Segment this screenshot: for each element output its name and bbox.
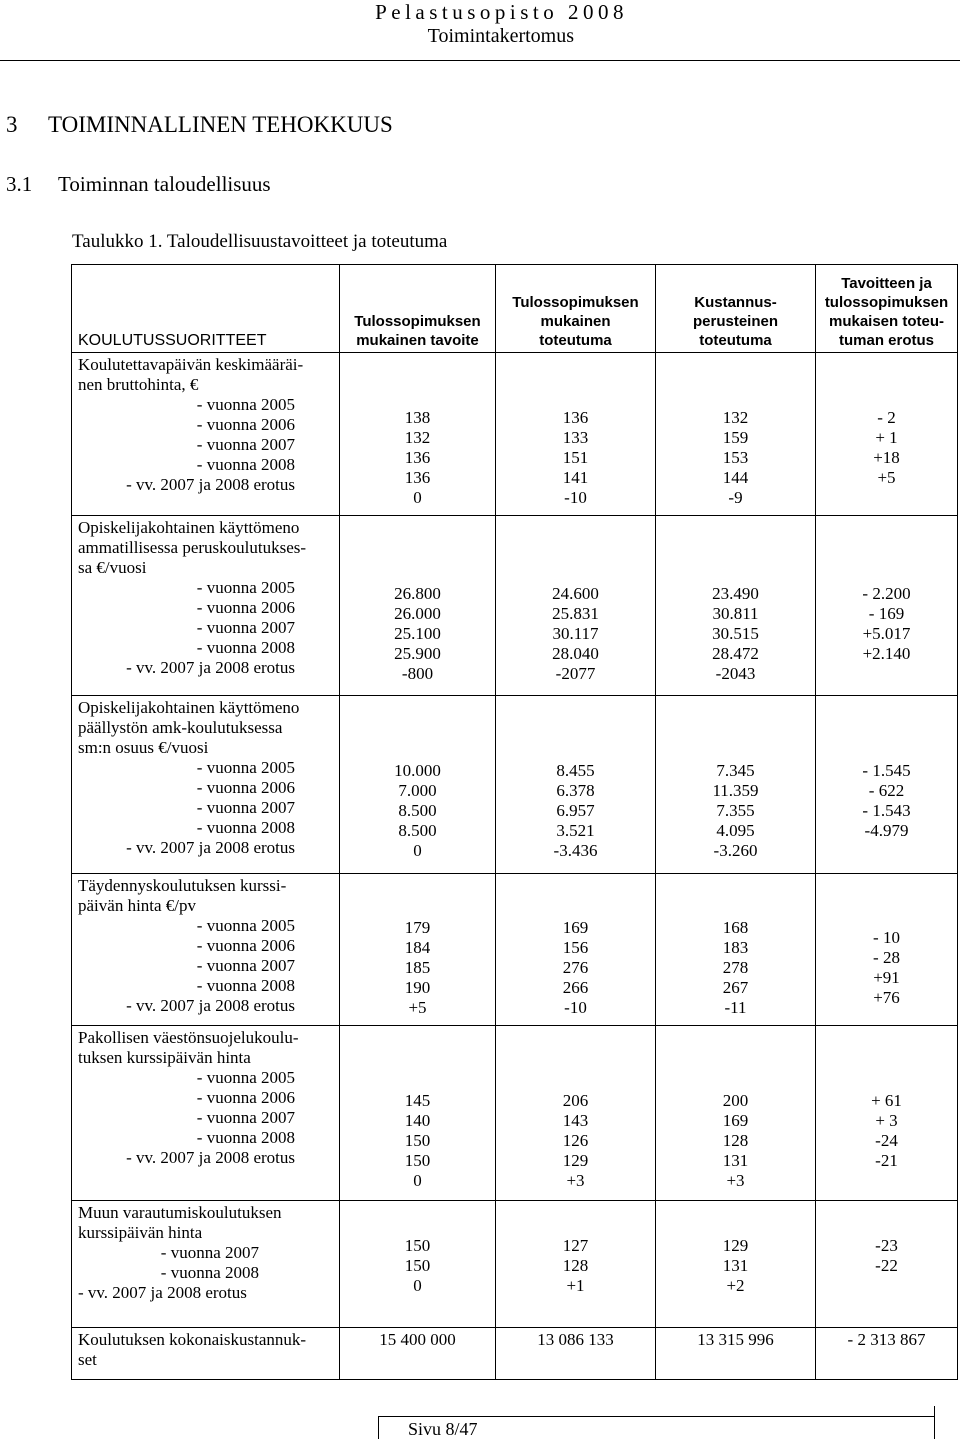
row-item: - vuonna 2007 [196,618,295,637]
value-kustannus: 132 159 153 144 -9 [722,408,749,507]
page-number: Sivu 8/47 [408,1419,478,1439]
cell-erotus [816,1328,958,1380]
row-title: Opiskelijakohtainen käyttömeno [78,698,300,717]
value-tavoite: 145 140 150 150 0 [404,1091,431,1190]
value-kustannus: 168 183 278 267 -11 [722,918,749,1017]
value-tavoite: 15 400 000 [379,1330,456,1349]
table-row [72,1328,958,1380]
row-item: - vuonna 2006 [196,415,295,434]
row-title: Pakollisen väestönsuojelukoulu- [78,1028,299,1047]
row-item: - vuonna 2007 [196,956,295,975]
value-tavoite: 138 132 136 136 0 [404,408,431,507]
value-kustannus: 200 169 128 131 +3 [722,1091,749,1190]
row-item: - vuonna 2008 [196,455,295,474]
value-kustannus: 23.490 30.811 30.515 28.472 -2043 [712,584,759,683]
cell-erotus [816,1026,958,1201]
header-document-title: Toimintakertomus [427,25,574,47]
value-toteutuma: 13 086 133 [537,1330,614,1349]
row-item: - vv. 2007 ja 2008 erotus [78,1283,247,1302]
cell-kustannus [656,1026,816,1201]
row-label-cell [72,353,340,516]
header-divider [0,60,960,61]
row-item: - vuonna 2005 [196,758,295,777]
table-row [72,874,958,1026]
cell-erotus [816,874,958,1026]
row-title: ammatillisessa peruskoulutukses- [78,538,307,557]
table-row [72,696,958,874]
row-title: sa €/vuosi [78,558,147,577]
cell-toteutuma [496,696,656,874]
cell-tavoite [340,1026,496,1201]
cell-erotus [816,1201,958,1328]
row-item: - vuonna 2006 [196,778,295,797]
cell-tavoite [340,1328,496,1380]
cell-erotus [816,516,958,696]
value-kustannus: 129 131 +2 [722,1236,749,1295]
value-toteutuma: 8.455 6.378 6.957 3.521 -3.436 [553,761,598,860]
cell-toteutuma [496,874,656,1026]
value-toteutuma: 24.600 25.831 30.117 28.040 -2077 [552,584,599,683]
cell-tavoite [340,516,496,696]
row-item: - vuonna 2008 [196,1128,295,1147]
row-item: - vuonna 2008 [196,638,295,657]
cell-toteutuma [496,516,656,696]
cell-tavoite [340,874,496,1026]
row-item: - vuonna 2005 [196,395,295,414]
cell-kustannus [656,353,816,516]
row-item: - vuonna 2008 [196,818,295,837]
economy-table [71,264,958,1380]
cell-tavoite [340,1201,496,1328]
row-item: - vuonna 2008 [160,1263,259,1282]
row-label-cell [72,1328,340,1380]
footer-divider [378,1416,934,1417]
value-erotus: - 2.200 - 169 +5.017 +2.140 [862,584,911,663]
row-title: tuksen kurssipäivän hinta [78,1048,251,1067]
cell-tavoite [340,353,496,516]
table-row [72,1201,958,1328]
value-toteutuma: 206 143 126 129 +3 [562,1091,589,1190]
table-row [72,353,958,516]
value-toteutuma: 136 133 151 141 -10 [562,408,589,507]
value-erotus: -23 -22 [875,1236,898,1275]
value-erotus: + 61 + 3 -24 -21 [871,1091,902,1170]
row-item: - vuonna 2005 [196,1068,295,1087]
row-title: nen bruttohinta, € [78,375,199,394]
value-kustannus: 7.345 11.359 7.355 4.095 -3.260 [712,761,759,860]
row-title: päällystön amk-koulutuksessa [78,718,283,737]
row-item: - vv. 2007 ja 2008 erotus [126,658,295,677]
header-toteutuma: Tulossopimuksen mukainen toteutuma [512,294,639,349]
row-title: kurssipäivän hinta [78,1223,203,1242]
footer-frame-right [934,1406,935,1439]
row-title: Koulutettavapäivän keskimääräi- [78,355,304,374]
section-heading: 3 TOIMINNALLINEN TEHOKKUUS [6,112,393,137]
row-label-cell [72,1201,340,1328]
value-tavoite: 26.800 26.000 25.100 25.900 -800 [394,584,441,683]
value-kustannus: 13 315 996 [697,1330,774,1349]
row-item: - vuonna 2006 [196,936,295,955]
value-erotus: - 10 - 28 +91 +76 [873,928,900,1007]
header-kustannus: Kustannus- perusteinen toteutuma [692,294,779,349]
cell-toteutuma [496,1328,656,1380]
row-title: Täydennyskoulutuksen kurssi- [78,876,287,895]
row-item: - vuonna 2007 [160,1243,259,1262]
cell-kustannus [656,1201,816,1328]
value-erotus: - 1.545 - 622 - 1.543 -4.979 [862,761,911,840]
cell-toteutuma [496,1201,656,1328]
table-row [72,516,958,696]
cell-erotus [816,353,958,516]
row-item: - vuonna 2007 [196,435,295,454]
row-title: Muun varautumiskoulutuksen [78,1203,282,1222]
row-item: - vuonna 2007 [196,798,295,817]
cell-erotus [816,696,958,874]
row-title: päivän hinta €/pv [78,896,197,915]
row-item: - vv. 2007 ja 2008 erotus [126,838,295,857]
footer-frame-left [378,1416,379,1439]
row-title: sm:n osuus €/vuosi [78,738,209,757]
row-item: - vuonna 2006 [196,598,295,617]
cell-kustannus [656,874,816,1026]
value-erotus: - 2 + 1 +18 +5 [873,408,900,487]
cell-toteutuma [496,1026,656,1201]
cell-toteutuma [496,353,656,516]
table-row [72,1026,958,1201]
header-koulutussuoritteet: KOULUTUSSUORITTEET [78,332,267,349]
row-item: - vuonna 2005 [196,578,295,597]
row-title: set [78,1350,97,1369]
row-item: - vv. 2007 ja 2008 erotus [126,1148,295,1167]
value-tavoite: 179 184 185 190 +5 [404,918,431,1017]
value-erotus: - 2 313 867 [847,1330,926,1349]
row-title: Koulutuksen kokonaiskustannuk- [78,1330,307,1349]
row-item: - vuonna 2007 [196,1108,295,1127]
table-caption: Taulukko 1. Taloudellisuustavoitteet ja toteutuma [72,231,448,252]
row-item: - vv. 2007 ja 2008 erotus [126,475,295,494]
subsection-heading: 3.1 Toiminnan taloudellisuus [6,172,271,196]
cell-kustannus [656,696,816,874]
row-label-cell [72,516,340,696]
value-tavoite: 150 150 0 [404,1236,431,1295]
cell-kustannus [656,516,816,696]
table-header-row [72,265,958,353]
row-item: - vv. 2007 ja 2008 erotus [126,996,295,1015]
row-label-cell [72,874,340,1026]
row-item: - vuonna 2008 [196,976,295,995]
row-item: - vuonna 2005 [196,916,295,935]
row-item: - vuonna 2006 [196,1088,295,1107]
row-title: Opiskelijakohtainen käyttömeno [78,518,300,537]
value-toteutuma: 169 156 276 266 -10 [562,918,589,1017]
header-organisation: Pelastusopisto 2008 [375,0,628,24]
header-erotus: Tavoitteen ja tulossopimuksen mukaisen toteu- tuman erotus [824,275,949,349]
cell-tavoite [340,696,496,874]
cell-kustannus [656,1328,816,1380]
value-toteutuma: 127 128 +1 [562,1236,589,1295]
value-tavoite: 10.000 7.000 8.500 8.500 0 [394,761,441,860]
row-label-cell [72,696,340,874]
row-label-cell [72,1026,340,1201]
header-tavoite: Tulossopimuksen mukainen tavoite [354,313,481,349]
